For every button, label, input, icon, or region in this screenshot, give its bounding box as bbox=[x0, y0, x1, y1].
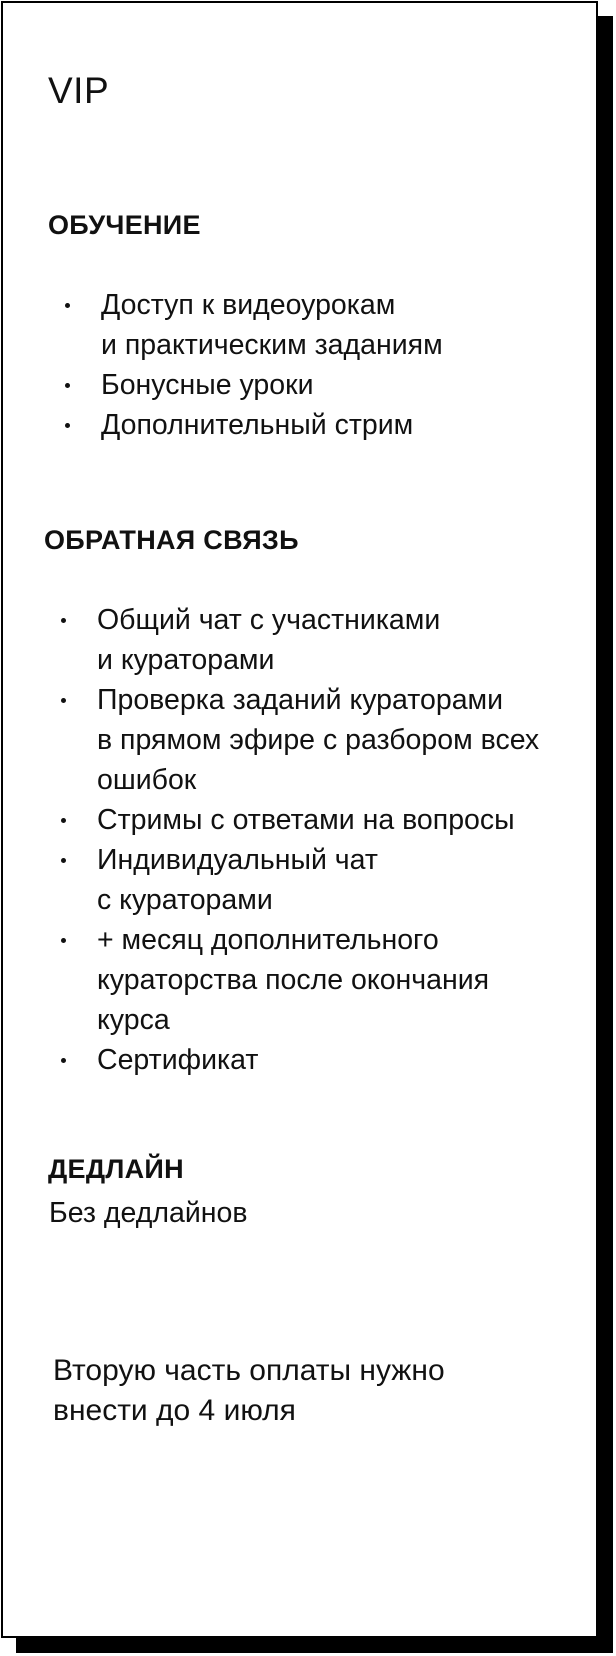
feedback-heading: ОБРАТНАЯ СВЯЗЬ bbox=[44, 525, 299, 555]
feedback-item-group-chat: Общий чат с участниками и кураторами bbox=[53, 600, 593, 680]
feedback-item-qa-streams: Стримы с ответами на вопросы bbox=[53, 800, 593, 840]
feedback-item-extra-month: + месяц дополнительного кураторства после окончания курса bbox=[53, 920, 593, 1040]
feedback-item-live-review: Проверка заданий кураторами в прямом эфире с разбором всех ошибок bbox=[53, 680, 593, 800]
learning-list bbox=[57, 285, 577, 445]
deadline-heading: ДЕДЛАЙН bbox=[48, 1154, 184, 1184]
learning-item-video-lessons: Доступ к видеоурокам и практическим заданиям bbox=[57, 285, 577, 365]
learning-heading: ОБУЧЕНИЕ bbox=[48, 210, 201, 240]
deadline-value: Без дедлайнов bbox=[49, 1197, 248, 1229]
feedback-item-personal-chat: Индивидуальный чат с кураторами bbox=[53, 840, 593, 920]
feedback-item-certificate: Сертификат bbox=[53, 1040, 593, 1080]
learning-item-extra-stream: Дополнительный стрим bbox=[57, 405, 577, 445]
learning-item-bonus-lessons: Бонусные уроки bbox=[57, 365, 577, 405]
feedback-list bbox=[53, 600, 593, 1080]
payment-note: Вторую часть оплаты нужно внести до 4 июля bbox=[53, 1354, 445, 1427]
plan-title: VIP bbox=[48, 70, 110, 111]
vip-plan-card bbox=[1, 1, 598, 1638]
